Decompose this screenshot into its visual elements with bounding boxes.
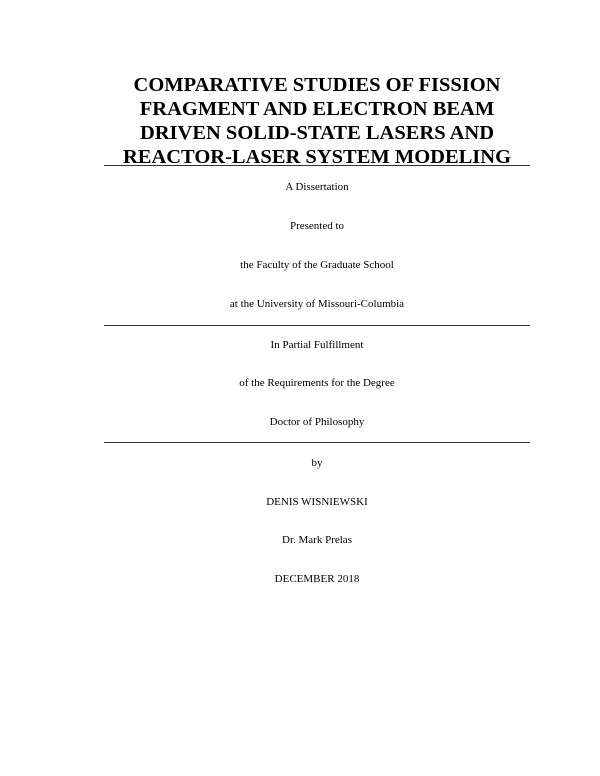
by-label: by: [311, 457, 323, 469]
divider: [104, 165, 530, 166]
partial-fulfillment: In Partial Fulfillment: [270, 339, 364, 351]
dissertation-title: [104, 73, 530, 169]
divider: [104, 325, 530, 326]
document-type: A Dissertation: [285, 181, 349, 193]
title-line: FRAGMENT AND ELECTRON BEAM: [139, 98, 495, 120]
university: at the University of Missouri-Columbia: [229, 298, 405, 310]
title-line: DRIVEN SOLID-STATE LASERS AND: [139, 122, 495, 144]
title-line: REACTOR-LASER SYSTEM MODELING: [122, 146, 512, 168]
advisor-name: Dr. Mark Prelas: [282, 534, 352, 546]
divider: [104, 442, 530, 443]
presented-to: Presented to: [289, 220, 345, 232]
requirements: of the Requirements for the Degree: [239, 377, 395, 389]
faculty: the Faculty of the Graduate School: [240, 259, 394, 271]
date: DECEMBER 2018: [274, 573, 360, 585]
title-line: COMPARATIVE STUDIES OF FISSION: [133, 74, 501, 96]
degree: Doctor of Philosophy: [269, 416, 365, 428]
author-name: DENIS WISNIEWSKI: [266, 496, 368, 508]
